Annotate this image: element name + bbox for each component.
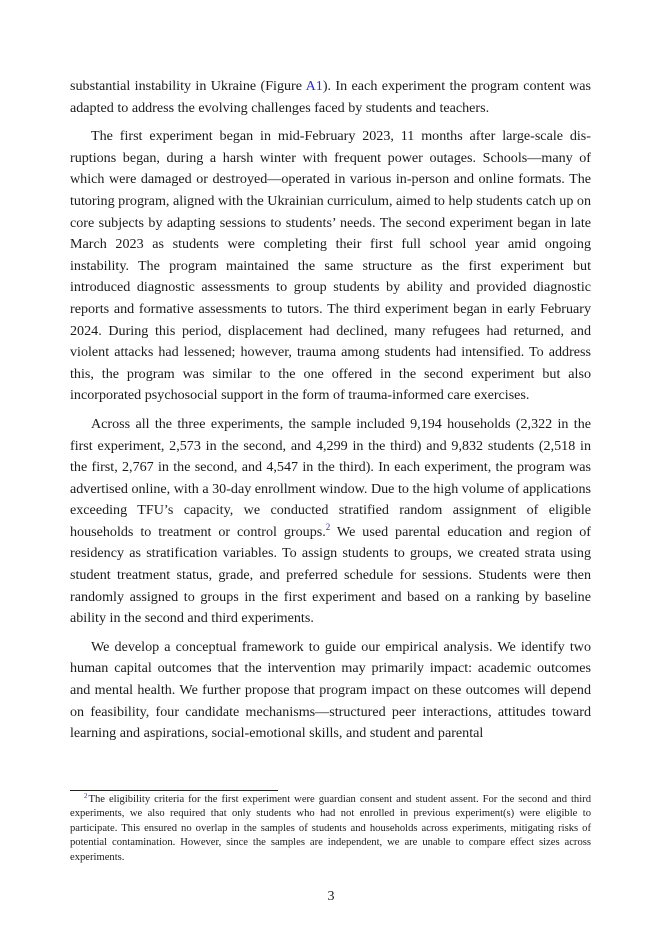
footnote-2 <box>70 793 591 865</box>
paragraph-2-text: The first experiment began in mid-February 2023, 11 months after large-scale disruptions began, during a harsh winter with frequent power outages. Schools—many of which were damaged or destroyed—operated in various in-person and online formats. The tutoring program, aligned with the Ukrainian curriculum, aimed to help students catch up on core subjects by adapting sessions to students’ needs. The second experiment began in late March 2023 as students were completing their first full school year amid ongoing instability. The program maintained the same structure as the first experiment but introduced diagnostic assessments to group students by ability and provided diagnostic reports and formative assessments to tutors. The third experiment began in early February 2024. During this period, displacement had declined, many refugees had returned, and violent attacks had lessened; however, trauma among students had intensified. To address this, the program was similar to the one offered in the second experiment but also incorporated psychosocial support in the form of trauma-informed care exercises. <box>70 128 591 404</box>
paragraph-1 <box>70 76 591 119</box>
page-number: 3 <box>327 889 335 904</box>
footnote-2-marker: 2 <box>84 792 88 800</box>
footnote-2-text: The eligibility criteria for the first experiment were guardian consent and student assent. For the second and third experiments, we also required that only students who had not enrolled in previous experiment(s) were eligible to participate. This ensured no overlap in the samples of students and households across experiments, mitigating risks of potential contamination. However, since the samples are independent, we are unable to compare effect sizes across experiments. <box>70 794 591 863</box>
paragraph-3-text-a: Across all the three experiments, the sample included 9,194 households (2,322 in the first experiment, 2,573 in the second, and 4,299 in the third) and 9,832 students (2,518 in the first, 2,767 in the second, and 4,547 in the third). In each experiment, the program was advertised online, with a 30-day enrollment window. Due to the high volume of applications exceeding TFU’s capacity, we conducted stratified random assignment of eligible households to treatment or control groups. <box>70 415 591 540</box>
footnotes <box>70 793 591 865</box>
paragraph-4 <box>70 637 591 745</box>
page-body <box>70 76 591 752</box>
paragraph-4-text: We develop a conceptual framework to guide our empirical analysis. We identify two human capital outcomes that the intervention may primarily impact: academic outcomes and mental health. We further propose that program impact on these outcomes will depend on feasibility, four candidate mechanisms—structured peer interactions, attitudes toward learning and aspirations, social-emotional skills, and student and parental <box>70 638 591 742</box>
paragraph-1-text-b: ). In each experiment the program content was adapted to address the evolving challenges faced by students and teachers. <box>70 78 591 116</box>
main-text <box>70 76 591 745</box>
paragraph-3-text-b: We used parental education and region of residency as stratification variables. To assign students to groups, we created strata using student treatment status, grade, and preferred schedule for sessions. Students were then randomly assigned to groups in the first experiment and based on a ranking by baseline ability in the second and third experiments. <box>70 523 591 627</box>
paragraph-2 <box>70 126 591 407</box>
footnote-divider <box>70 790 278 791</box>
paragraph-1-text-a: substantial instability in Ukraine (Figure <box>70 78 306 94</box>
figure-a1-link[interactable]: A1 <box>305 78 323 94</box>
paragraph-3 <box>70 414 591 630</box>
footnote-2-ref-link[interactable]: 2 <box>325 521 331 532</box>
